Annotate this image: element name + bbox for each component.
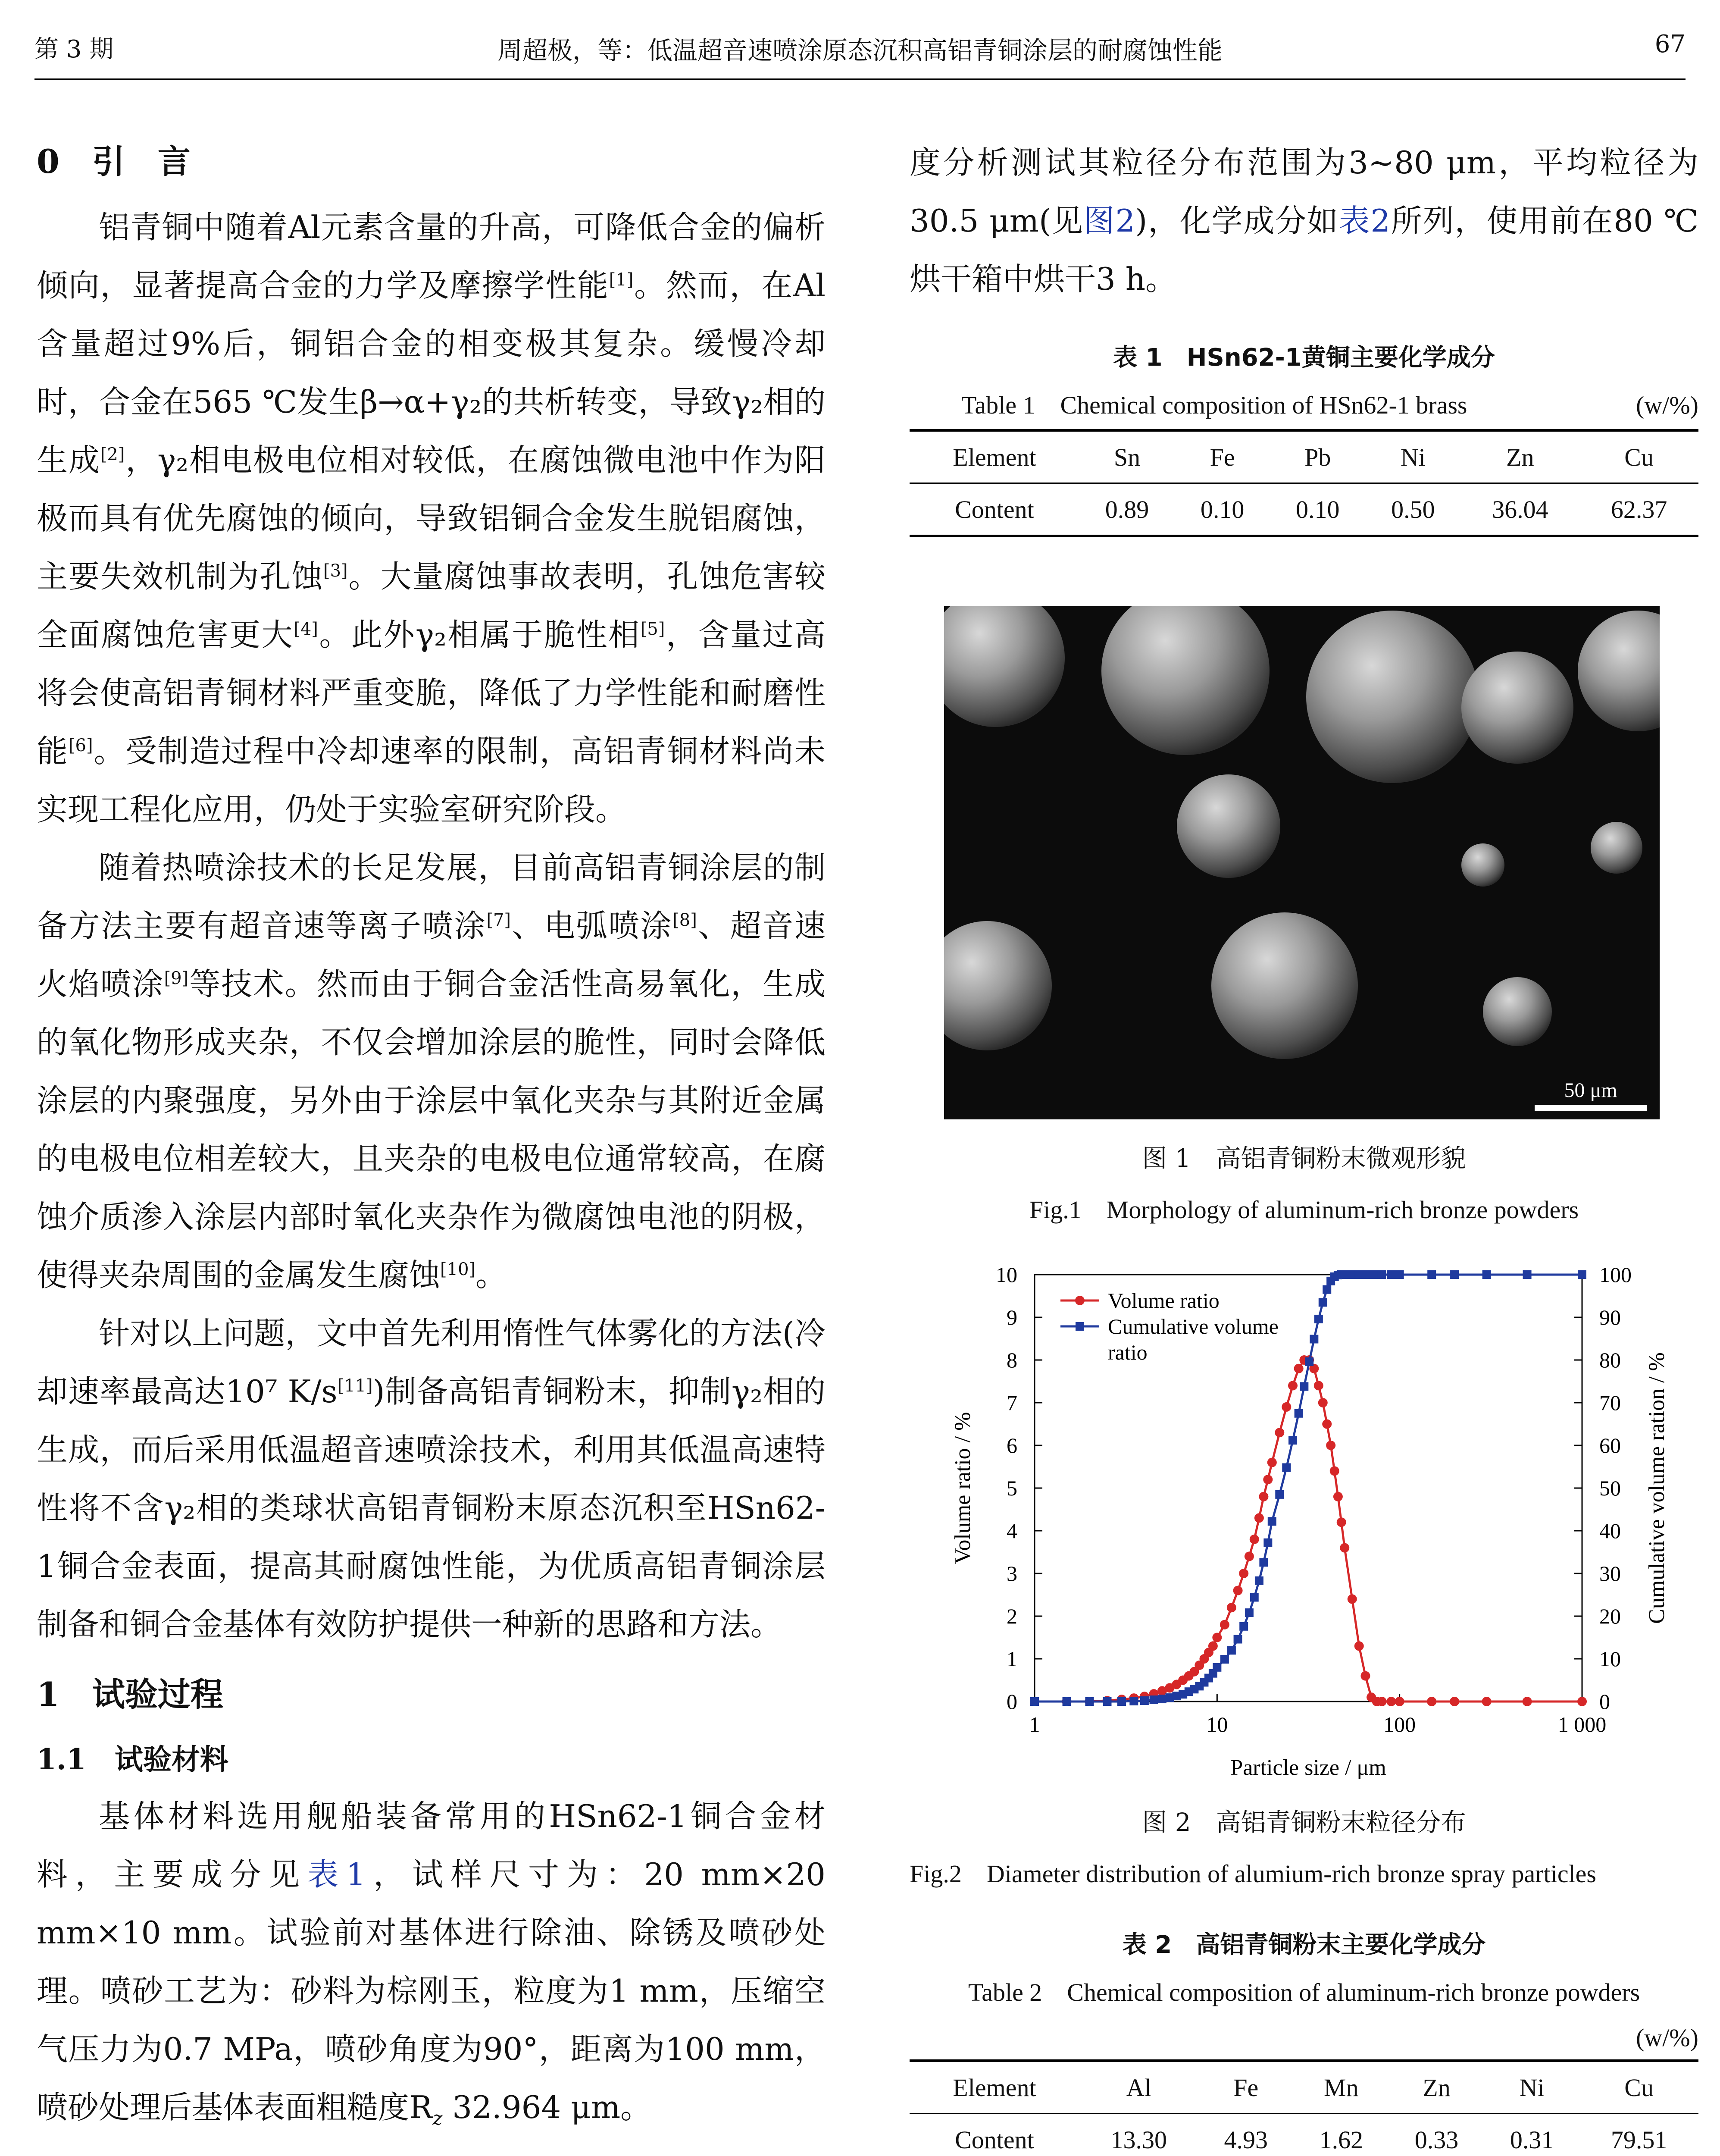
volume-ratio-point xyxy=(1239,1569,1248,1578)
volume-ratio-point xyxy=(1267,1458,1277,1467)
table-1-link[interactable]: 表1 xyxy=(307,1856,366,1893)
figure-2-link[interactable]: 图2 xyxy=(1083,203,1135,239)
citation-8[interactable]: [8] xyxy=(672,910,697,930)
cumulative-volume-point xyxy=(1268,1517,1276,1526)
section-0-title: 0 引 言 xyxy=(37,142,191,181)
paragraph-intro-1: 铝青铜中随着Al元素含量的升高，可降低合金的偏析倾向，显著提高合金的力学及摩擦学性能[1]。然而，在Al含量超过9%后，铜铝合金的相变极其复杂。缓慢冷却时，合金在565 ℃发生β→α+γ₂的共析转变，导致γ₂相的生成[2]，γ₂相电极电位相对较低，在腐蚀微电池中作为阳极而具有优先腐蚀的倾向，导致铝铜合金发生脱铝腐蚀，主要失效机制为孔蚀[3]。大量腐蚀事故表明，孔蚀危害较全面腐蚀危害更大[4]。此外γ₂相属于脆性相[5]，含量过高将会使高铝青铜材料严重变脆，降低了力学性能和耐磨性能[6]。受制造过程中冷却速率的限制，高铝青铜材料尚未实现工程化应用，仍处于实验室研究阶段。 xyxy=(37,209,826,827)
table-2-header-row: Element Al Fe Mn Zn Ni Cu xyxy=(910,2061,1698,2114)
cumulative-volume-point xyxy=(1275,1490,1284,1499)
powder-particle xyxy=(944,606,1065,727)
volume-ratio-point xyxy=(1330,1466,1339,1476)
citation-7[interactable]: [7] xyxy=(486,910,511,930)
powder-particle xyxy=(1461,843,1504,887)
volume-ratio-point xyxy=(1354,1641,1364,1651)
powder-particle xyxy=(1578,611,1660,731)
table-2-caption-en: Table 2 Chemical composition of aluminum-rich bronze powders xyxy=(968,1978,1640,2006)
paragraph-materials-2-cont: 度分析测试其粒径分布范围为3~80 μm，平均粒径为30.5 μm(见图2)，化学成分如表2所列，使用前在80 ℃烘干箱中烘干3 h。 xyxy=(910,144,1699,297)
legend-label-volume: Volume ratio xyxy=(1108,1288,1220,1313)
cumulative-volume-line xyxy=(1035,1275,1582,1702)
table-2 xyxy=(910,2059,1698,2156)
volume-ratio-line xyxy=(1035,1360,1582,1702)
table-1 xyxy=(910,429,1698,537)
figure-2-caption-en: Fig.2 Diameter distribution of alumium-rich bronze spray particles xyxy=(910,1860,1596,1888)
cumulative-volume-point xyxy=(1245,1608,1254,1617)
y-tick-label: 3 xyxy=(1007,1561,1017,1586)
cumulative-volume-point xyxy=(1259,1558,1268,1567)
powder-particle xyxy=(1461,652,1573,764)
paragraph-intro-3: 针对以上问题，文中首先利用惰性气体雾化的方法(冷却速率最高达10⁷ K/s[11])制备高铝青铜粉末，抑制γ₂相的生成，而后采用低温超音速喷涂技术，利用其低温高速特性将不含γ₂相的类球状高铝青铜粉末原态沉积至HSn62-1铜合金表面，提高其耐腐蚀性能，为优质高铝青铜涂层制备和铜合金基体有效防护提供一种新的思路和方法。 xyxy=(37,1315,826,1642)
y-tick-label: 1 xyxy=(1007,1647,1017,1671)
volume-ratio-point xyxy=(1333,1492,1343,1501)
volume-ratio-point xyxy=(1212,1633,1222,1642)
cumulative-volume-point xyxy=(1158,1695,1166,1703)
y-tick-label: 5 xyxy=(1007,1476,1017,1500)
cumulative-volume-point xyxy=(1450,1270,1459,1279)
powder-particle xyxy=(1483,977,1552,1046)
running-title: 周超极，等：低温超音速喷涂原态沉积高铝青铜涂层的耐腐蚀性能 xyxy=(497,36,1223,65)
section-1-title: 1 试验过程 xyxy=(37,1675,223,1714)
citation-5[interactable]: [5] xyxy=(640,619,665,639)
y-tick-label: 10 xyxy=(996,1263,1017,1287)
table-1-unit: (w/%) xyxy=(1636,391,1698,419)
volume-ratio-point xyxy=(1245,1551,1254,1561)
y2-tick-label: 90 xyxy=(1599,1305,1621,1329)
powder-particle xyxy=(1591,822,1642,874)
cumulative-volume-point xyxy=(1140,1696,1149,1705)
volume-ratio-point xyxy=(1275,1428,1284,1437)
table-2-link[interactable]: 表2 xyxy=(1338,203,1391,239)
page-header xyxy=(34,30,1686,73)
volume-ratio-point xyxy=(1386,1697,1396,1706)
x-tick-label: 100 xyxy=(1383,1712,1416,1736)
table-2-row: Content 13.30 4.93 1.62 0.33 0.31 79.51 xyxy=(910,2114,1698,2156)
cumulative-volume-point xyxy=(1085,1697,1094,1706)
x-tick-label: 1 xyxy=(1029,1712,1040,1736)
paragraph-materials-2 xyxy=(37,2147,826,2156)
y2-tick-label: 40 xyxy=(1599,1519,1621,1543)
citation-9[interactable]: [9] xyxy=(164,968,189,988)
cumulative-volume-point xyxy=(1378,1270,1386,1279)
volume-ratio-point xyxy=(1314,1381,1323,1390)
sem-micrograph xyxy=(944,606,1660,1119)
y-tick-label: 9 xyxy=(1007,1305,1017,1329)
y-tick-label: 0 xyxy=(1007,1689,1017,1714)
y2-axis-label: Cumulative volume ration / % xyxy=(1645,1352,1669,1624)
cumulative-volume-point xyxy=(1255,1576,1263,1585)
volume-ratio-point xyxy=(1318,1398,1328,1407)
powder-particle xyxy=(1306,611,1479,783)
volume-ratio-point xyxy=(1326,1441,1335,1450)
citation-6[interactable]: [6] xyxy=(68,736,93,755)
citation-11[interactable]: [11] xyxy=(337,1376,373,1396)
legend-label-cumulative: Cumulative volume xyxy=(1108,1314,1279,1338)
y2-tick-label: 60 xyxy=(1599,1433,1621,1457)
paragraph-intro-2: 随着热喷涂技术的长足发展，目前高铝青铜涂层的制备方法主要有超音速等离子喷涂[7]、电弧喷涂[8]、超音速火焰喷涂[9]等技术。然而由于铜合金活性高易氧化，生成的氧化物形成夹杂，不仅会增加涂层的脆性，同时会降低涂层的内聚强度，另外由于涂层中氧化夹杂与其附近金属的电极电位相差较大，且夹杂的电极电位通常较高，在腐蚀介质渗入涂层内部时氧化夹杂作为微腐蚀电池的阴极，使得夹杂周围的金属发生腐蚀[10]。 xyxy=(37,849,826,1293)
cumulative-volume-point xyxy=(1288,1436,1297,1445)
cumulative-volume-point xyxy=(1578,1270,1586,1279)
cumulative-volume-point xyxy=(1523,1270,1532,1279)
volume-ratio-point xyxy=(1340,1543,1349,1553)
cumulative-volume-point xyxy=(1310,1335,1318,1343)
volume-ratio-point xyxy=(1208,1641,1218,1651)
legend-label-cumulative-2: ratio xyxy=(1108,1340,1148,1364)
volume-ratio-point xyxy=(1220,1620,1229,1630)
scale-label: 50 μm xyxy=(1564,1079,1617,1102)
cumulative-volume-point xyxy=(1319,1298,1327,1307)
y-tick-label: 4 xyxy=(1007,1519,1017,1543)
cumulative-volume-point xyxy=(1387,1270,1395,1279)
cumulative-volume-point xyxy=(1239,1622,1248,1631)
table-2-unit: (w/%) xyxy=(1636,2024,1698,2052)
powder-particle xyxy=(1177,774,1280,878)
x-tick-label: 1 000 xyxy=(1557,1712,1607,1736)
y-tick-label: 6 xyxy=(1007,1433,1017,1457)
cumulative-volume-point xyxy=(1427,1270,1436,1279)
citation-2[interactable]: [2] xyxy=(100,445,125,464)
table-1-caption-en: Table 1 Chemical composition of HSn62-1 brass xyxy=(961,391,1467,419)
cumulative-volume-point xyxy=(1129,1697,1138,1705)
citation-3[interactable]: [3] xyxy=(323,561,348,581)
cumulative-volume-point xyxy=(1234,1635,1242,1643)
legend-marker-cumulative xyxy=(1076,1322,1084,1331)
x-tick-label: 10 xyxy=(1206,1712,1228,1736)
cumulative-volume-point xyxy=(1103,1697,1111,1706)
y2-tick-label: 30 xyxy=(1599,1561,1621,1586)
sem-particles xyxy=(944,606,1660,1119)
cumulative-volume-point xyxy=(1213,1663,1221,1672)
volume-ratio-point xyxy=(1337,1517,1346,1527)
volume-ratio-point xyxy=(1227,1603,1236,1612)
left-column xyxy=(37,134,826,2156)
y2-tick-label: 10 xyxy=(1599,1647,1621,1671)
cumulative-volume-point xyxy=(1250,1593,1259,1601)
volume-ratio-point xyxy=(1377,1697,1387,1706)
plot-frame xyxy=(1035,1275,1582,1702)
figure-1-caption-en: Fig.1 Morphology of aluminum-rich bronze powders xyxy=(1029,1196,1579,1224)
figure-2-caption-zh: 图 2 高铝青铜粉末粒径分布 xyxy=(1142,1808,1466,1837)
particle-size-chart xyxy=(910,1249,1698,1779)
figure-1 xyxy=(910,606,1698,1137)
paragraph-materials-1: 基体材料选用舰船装备常用的HSn62-1铜合金材料，主要成分见表1，试样尺寸为：20 mm×20 mm×10 mm。试验前对基体进行除油、除锈及喷砂处理。喷砂工艺为：砂料为棕刚玉，粒度为1 mm，压缩空气压力为0.7 MPa，喷砂角度为90°，距离为100 mm，喷砂处理后基体表面粗糙度$R_z$ 32.964 μm。 xyxy=(37,1798,826,2130)
cumulative-volume-point xyxy=(1150,1695,1158,1704)
volume-ratio-point xyxy=(1254,1513,1264,1523)
volume-ratio-point xyxy=(1427,1697,1436,1706)
cumulative-volume-point xyxy=(1314,1315,1323,1323)
cumulative-volume-point xyxy=(1227,1646,1236,1655)
figure-1-caption-zh: 图 1 高铝青铜粉末微观形貌 xyxy=(1142,1144,1466,1173)
cumulative-volume-point xyxy=(1030,1697,1039,1706)
volume-ratio-point xyxy=(1263,1475,1273,1484)
volume-ratio-point xyxy=(1294,1364,1304,1373)
y2-tick-label: 100 xyxy=(1599,1263,1632,1287)
volume-ratio-point xyxy=(1233,1586,1243,1595)
cumulative-volume-point xyxy=(1295,1409,1303,1418)
figure-2-chart xyxy=(910,1249,1698,1779)
powder-particle xyxy=(1211,912,1358,1059)
y-tick-label: 7 xyxy=(1007,1391,1017,1415)
cumulative-volume-point xyxy=(1282,1463,1291,1472)
cumulative-volume-point xyxy=(1323,1285,1331,1294)
volume-ratio-point xyxy=(1288,1381,1298,1390)
y-tick-label: 2 xyxy=(1007,1604,1017,1628)
volume-ratio-point xyxy=(1282,1402,1291,1412)
table-1-row: Content 0.89 0.10 0.10 0.50 36.04 62.37 xyxy=(910,483,1698,536)
citation-10[interactable]: [10] xyxy=(440,1260,476,1279)
y2-tick-label: 80 xyxy=(1599,1348,1621,1372)
volume-ratio-point xyxy=(1450,1697,1459,1706)
volume-ratio-point xyxy=(1360,1671,1370,1681)
volume-ratio-point xyxy=(1250,1535,1259,1544)
citation-4[interactable]: [4] xyxy=(294,619,318,639)
table-1-caption-zh: 表 1 HSn62-1黄铜主要化学成分 xyxy=(1113,344,1495,372)
legend-marker-volume xyxy=(1075,1296,1085,1305)
y-axis-label: Volume ratio / % xyxy=(951,1412,975,1564)
cumulative-volume-point xyxy=(1395,1270,1404,1279)
y2-tick-label: 0 xyxy=(1599,1689,1610,1714)
volume-ratio-point xyxy=(1322,1420,1332,1429)
powder-particle xyxy=(944,921,1052,1050)
citation-1[interactable]: [1] xyxy=(609,270,634,290)
issue-number: 第 3 期 xyxy=(34,35,114,63)
cumulative-volume-point xyxy=(1117,1697,1126,1706)
volume-ratio-point xyxy=(1577,1697,1587,1706)
volume-ratio-point xyxy=(1482,1697,1492,1706)
right-column xyxy=(910,134,1698,2156)
table-2-caption-zh: 表 2 高铝青铜粉末主要化学成分 xyxy=(1122,1931,1486,1959)
cumulative-volume-point xyxy=(1305,1357,1313,1366)
cumulative-volume-point xyxy=(1300,1382,1308,1391)
scale-bar xyxy=(1535,1105,1647,1111)
cumulative-volume-point xyxy=(1220,1655,1229,1664)
y2-tick-label: 50 xyxy=(1599,1476,1621,1500)
cumulative-volume-point xyxy=(1340,1270,1349,1279)
subsection-1-1-title: 1.1 试验材料 xyxy=(37,1742,228,1776)
cumulative-volume-point xyxy=(1482,1270,1491,1279)
y2-tick-label: 70 xyxy=(1599,1391,1621,1415)
table-1-header-row: Element Sn Fe Pb Ni Zn Cu xyxy=(910,430,1698,483)
y-tick-label: 8 xyxy=(1007,1348,1017,1372)
volume-ratio-point xyxy=(1348,1594,1357,1604)
cumulative-volume-point xyxy=(1263,1539,1272,1547)
volume-ratio-point xyxy=(1523,1697,1532,1706)
volume-ratio-point xyxy=(1259,1492,1268,1501)
x-axis-label: Particle size / μm xyxy=(1230,1755,1386,1779)
powder-particle xyxy=(1101,606,1270,755)
volume-ratio-point xyxy=(1395,1697,1404,1706)
page-number: 67 xyxy=(1654,30,1686,58)
header-rule xyxy=(34,78,1686,80)
table-1-caption-row xyxy=(910,382,1698,429)
y2-tick-label: 20 xyxy=(1599,1604,1621,1628)
cumulative-volume-point xyxy=(1063,1697,1071,1706)
